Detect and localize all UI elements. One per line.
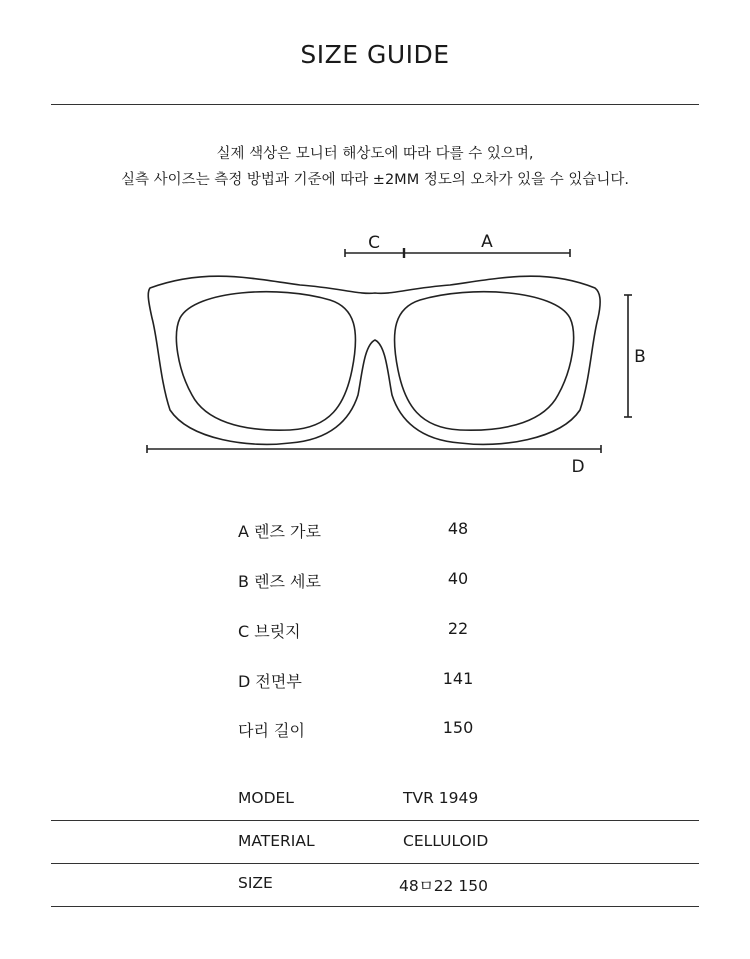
- glasses-frame-icon: [148, 276, 600, 444]
- right-lens: [394, 292, 573, 431]
- spec-label-bridge: C 브릿지: [238, 622, 301, 641]
- info-label-material: MATERIAL: [238, 832, 315, 850]
- diagram-label-a: A: [481, 232, 493, 252]
- diagram-label-c: C: [368, 233, 380, 253]
- info-value-size: 48ㅁ22 150: [399, 877, 488, 895]
- dimension-d: [147, 445, 601, 453]
- dimension-b: [624, 295, 632, 417]
- info-label-model: MODEL: [238, 789, 294, 807]
- diagram-label-b: B: [634, 347, 646, 367]
- left-lens: [176, 292, 355, 431]
- spec-value-lens-height: 40: [447, 569, 469, 588]
- info-divider-2: [51, 863, 699, 864]
- spec-label-lens-width: A 렌즈 가로: [238, 522, 321, 541]
- spec-value-bridge: 22: [447, 619, 469, 638]
- spec-label-temple-length: 다리 길이: [238, 721, 305, 740]
- info-divider-3: [51, 906, 699, 907]
- spec-value-front-width: 141: [442, 669, 474, 688]
- spec-value-temple-length: 150: [442, 718, 474, 737]
- notice-line-2: 실측 사이즈는 측정 방법과 기준에 따라 ±2MM 정도의 오차가 있을 수 있습니다.: [121, 172, 629, 188]
- spec-label-lens-height: B 렌즈 세로: [238, 572, 321, 591]
- diagram-label-d: D: [571, 457, 585, 477]
- info-value-model: TVR 1949: [403, 789, 479, 807]
- info-divider-1: [51, 820, 699, 821]
- spec-value-lens-width: 48: [447, 519, 469, 538]
- notice-line-1: 실제 색상은 모니터 해상도에 따라 다를 수 있으며,: [216, 146, 534, 162]
- info-label-size: SIZE: [238, 874, 273, 892]
- info-value-material: CELLULOID: [403, 832, 489, 850]
- spec-label-front-width: D 전면부: [238, 672, 302, 691]
- page-title: SIZE GUIDE: [300, 40, 450, 69]
